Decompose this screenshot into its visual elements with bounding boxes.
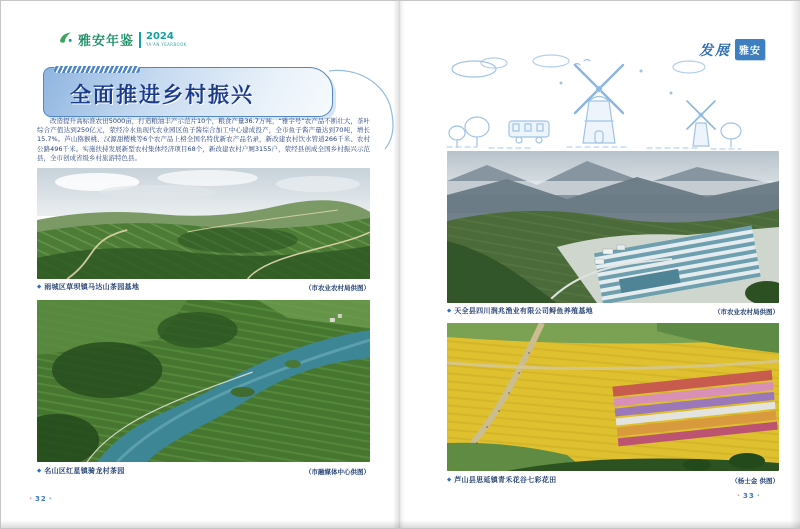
- photo-fish-farm: [447, 151, 779, 303]
- left-page-number: [29, 494, 53, 503]
- photo-caption: 芦山县思延镇青禾花谷七彩花田: [454, 476, 557, 484]
- fish-farm-image: [447, 151, 779, 303]
- diamond-bullet-icon: ◆: [37, 284, 42, 290]
- page-number-ornament: ·: [48, 494, 53, 503]
- page-number-ornament: ·: [756, 491, 761, 500]
- windmill-illustration: [439, 51, 751, 151]
- page-number-ornament: ·: [29, 494, 34, 503]
- yearbook-title: 雅安年鉴: [78, 34, 135, 49]
- tea-mountain-image: [37, 168, 370, 279]
- photo-credit: （市农业农村局供图）: [714, 307, 779, 316]
- page-number-value: 32: [35, 494, 47, 503]
- yearbook-year: 2024: [146, 31, 174, 42]
- caption-row: [37, 282, 370, 292]
- caption-row: [447, 475, 779, 485]
- logo-divider: [139, 32, 141, 48]
- photo-flower-field: [447, 323, 779, 471]
- yearbook-logo: [58, 30, 187, 49]
- right-page-number: [737, 491, 761, 500]
- photo-tea-river: [37, 300, 370, 462]
- page-number-value: 33: [743, 491, 755, 500]
- diamond-bullet-icon: ◆: [447, 477, 452, 483]
- diamond-bullet-icon: ◆: [447, 308, 452, 314]
- section-title-banner: [43, 67, 333, 117]
- photo-credit: （市农业农村局供图）: [305, 283, 370, 292]
- page-edge-right: [790, 1, 800, 528]
- header-boxed-text: 雅安: [735, 39, 765, 60]
- tea-river-image: [37, 300, 370, 462]
- photo-credit: （市融媒体中心供图）: [305, 467, 370, 476]
- flower-field-image: [447, 323, 779, 471]
- diamond-bullet-icon: ◆: [37, 468, 42, 474]
- photo-caption: 名山区红星镇骑龙村茶园: [44, 467, 125, 475]
- banner-hatch-ornament: [54, 66, 140, 73]
- photo-caption: 天全县四川润兆渔业有限公司鲟鱼养殖基地: [454, 307, 593, 315]
- photo-tea-mountain: [37, 168, 370, 279]
- book-spine-shadow: [393, 1, 405, 528]
- header-script-text: 发展: [699, 43, 731, 59]
- section-title: 全面推进乡村振兴: [70, 83, 254, 107]
- leaf-logo-icon: [58, 30, 73, 49]
- photo-credit: （杨士金 供图）: [731, 476, 779, 485]
- caption-row: [37, 466, 370, 476]
- yearbook-subtitle: YA'AN YEARBOOK: [146, 42, 187, 47]
- photo-caption: 雨城区草坝镇马达山茶园基地: [44, 283, 140, 291]
- article-body: 改造提升高标准农田5000亩，打造粮油丰产示范片10个，粮食产量36.7万吨，“雅字号”农产品不断壮大，茶叶综合产值达到250亿元，荥经冷水鱼现代农业园区鱼子酱综合加工中心建成投产，全市鱼子酱产量达到70吨，增长15.7%。芦山猕猴桃、汉源甜樱桃等6个农产品上榜全国名特优新农产品名录，新改建农村饮水管道266千米、农村公路496千米。实施扶持发展新型农村集体经济项目68个，新改建农村户厕3155户，荥经县创成全国乡村振兴示范县，全市创成省级乡村旅游特色县。: [37, 117, 370, 162]
- page-number-ornament: ·: [737, 491, 742, 500]
- caption-row: [447, 306, 779, 316]
